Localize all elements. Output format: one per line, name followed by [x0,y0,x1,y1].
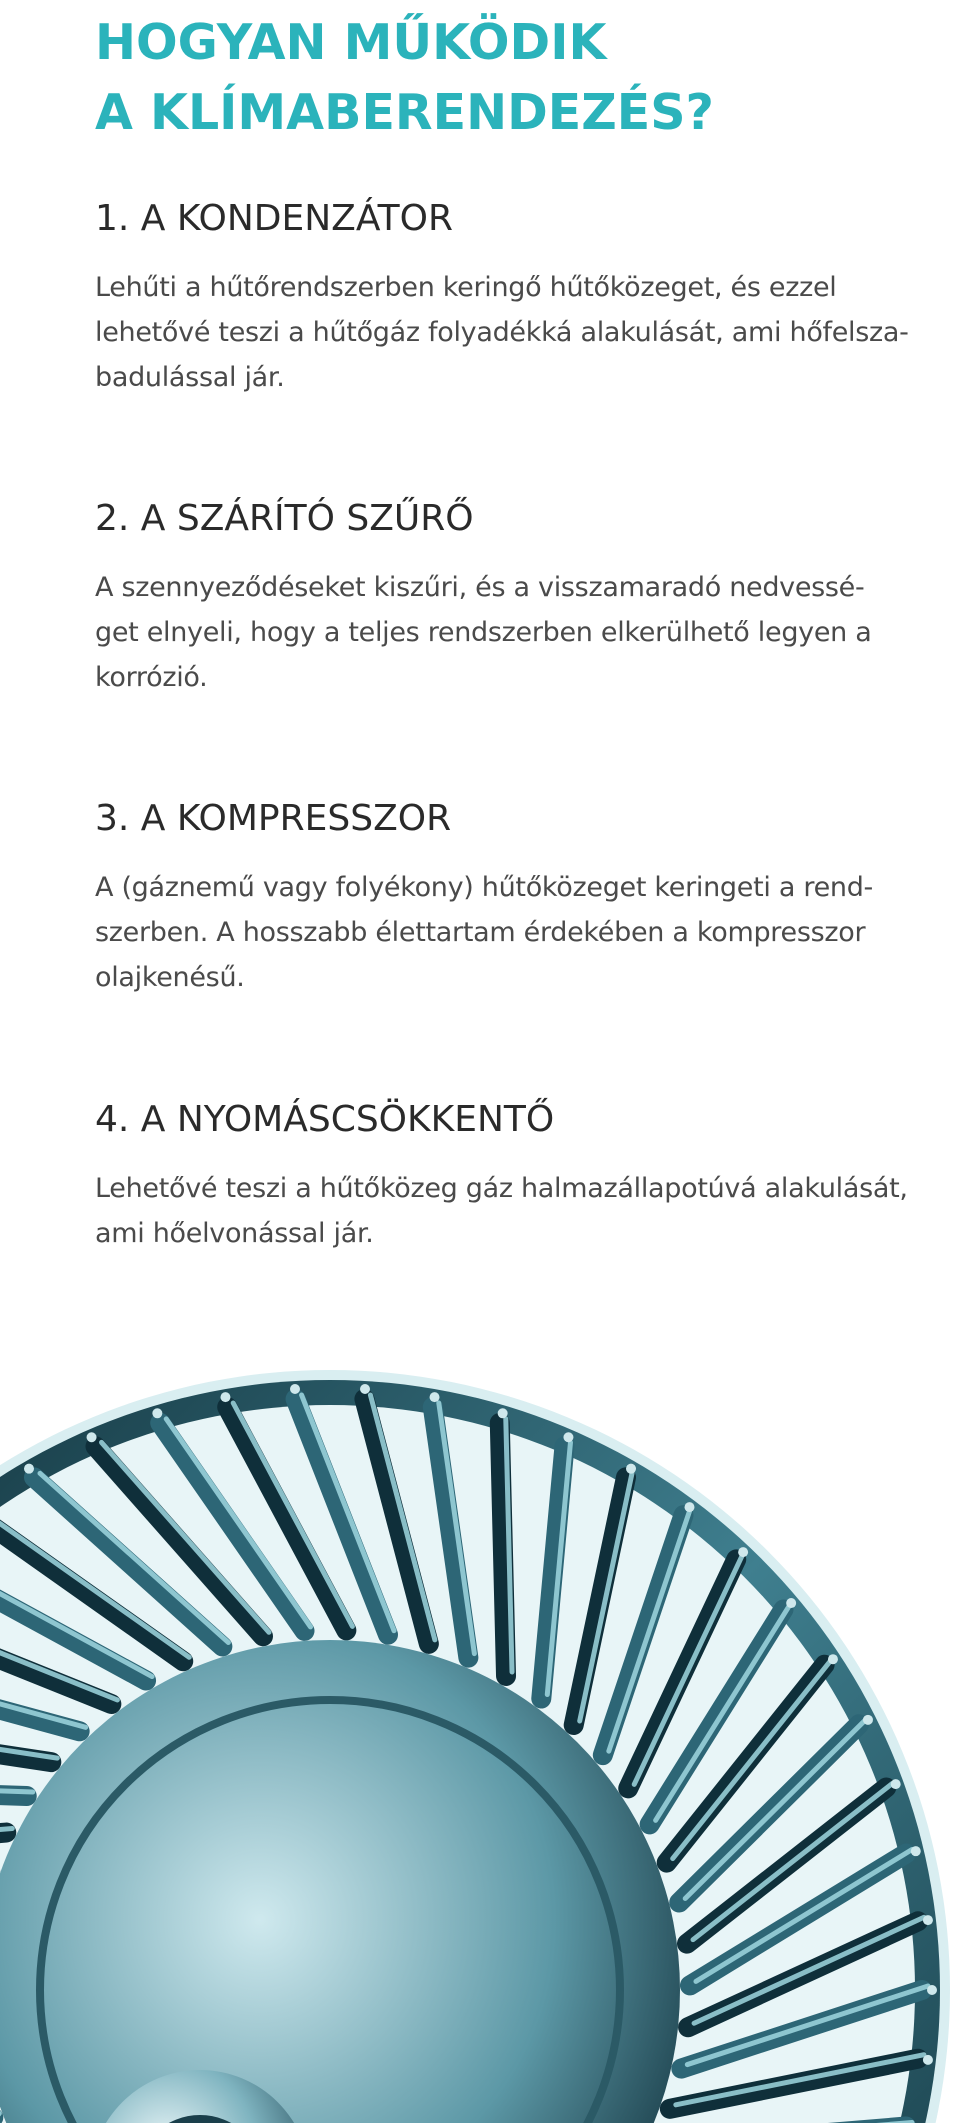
section-heading: 2. A SZÁRÍTÓ SZŰRŐ [95,498,474,539]
page-title-line-2: A KLÍMABERENDEZÉS? [95,84,714,141]
fan-rivet [290,1384,300,1394]
body-line: szerben. A hosszabb élettartam érdekében a kompresszor [95,917,866,948]
fan-rivet [220,1392,230,1402]
section-condenser [95,195,925,400]
body-line: badulással jár. [95,362,285,393]
section-body [95,265,925,400]
fan-rivet [498,1408,508,1418]
body-line: get elnyeli, hogy a teljes rendszerben elkerülhető legyen a [95,617,872,648]
section-expansion-valve [95,1096,925,1256]
fan-rivet [430,1392,440,1402]
section-heading: 3. A KOMPRESSZOR [95,798,452,839]
body-line: olajkenésű. [95,962,245,993]
section-compressor [95,795,925,1000]
body-line: ami hőelvonással jár. [95,1218,374,1249]
fan-rivet [891,1779,901,1789]
section-dryer-filter [95,495,925,700]
fan-rivet [738,1547,748,1557]
page-title-line-1: HOGYAN MŰKÖDIK [95,14,607,71]
body-line: Lehetővé teszi a hűtőközeg gáz halmazállapotúvá alakulását, [95,1173,908,1204]
fan-rivet [360,1384,370,1394]
body-line: A szennyeződéseket kiszűri, és a visszamaradó nedvessé- [95,572,865,603]
fan-rivet [786,1598,796,1608]
fan-rivet [563,1432,573,1442]
fan-rivet [626,1464,636,1474]
section-heading: 1. A KONDENZÁTOR [95,198,453,239]
section-body [95,1166,925,1256]
fan-rivet [684,1502,694,1512]
fan-rivet [863,1715,873,1725]
body-line: lehetővé teszi a hűtőgáz folyadékká alakulását, ami hőfelsza- [95,317,909,348]
section-body [95,565,925,700]
fan-rivet [87,1432,97,1442]
fan-rivet [828,1654,838,1664]
body-line: A (gáznemű vagy folyékony) hűtőközeget keringeti a rend- [95,872,873,903]
fan-rivet [152,1408,162,1418]
blower-fan-image [0,1370,960,2123]
section-body [95,865,925,1000]
page-title [95,8,714,148]
blower-fan-icon [0,1370,960,2123]
fan-rivet [923,1915,933,1925]
section-heading: 4. A NYOMÁSCSÖKKENTŐ [95,1099,555,1140]
fan-rivet [911,1846,921,1856]
body-line: korrózió. [95,662,208,693]
fan-rivet [923,2055,933,2065]
fan-rivet [927,1985,937,1995]
fan-rivet [24,1464,34,1474]
body-line: Lehűti a hűtőrendszerben keringő hűtőközeget, és ezzel [95,272,837,303]
